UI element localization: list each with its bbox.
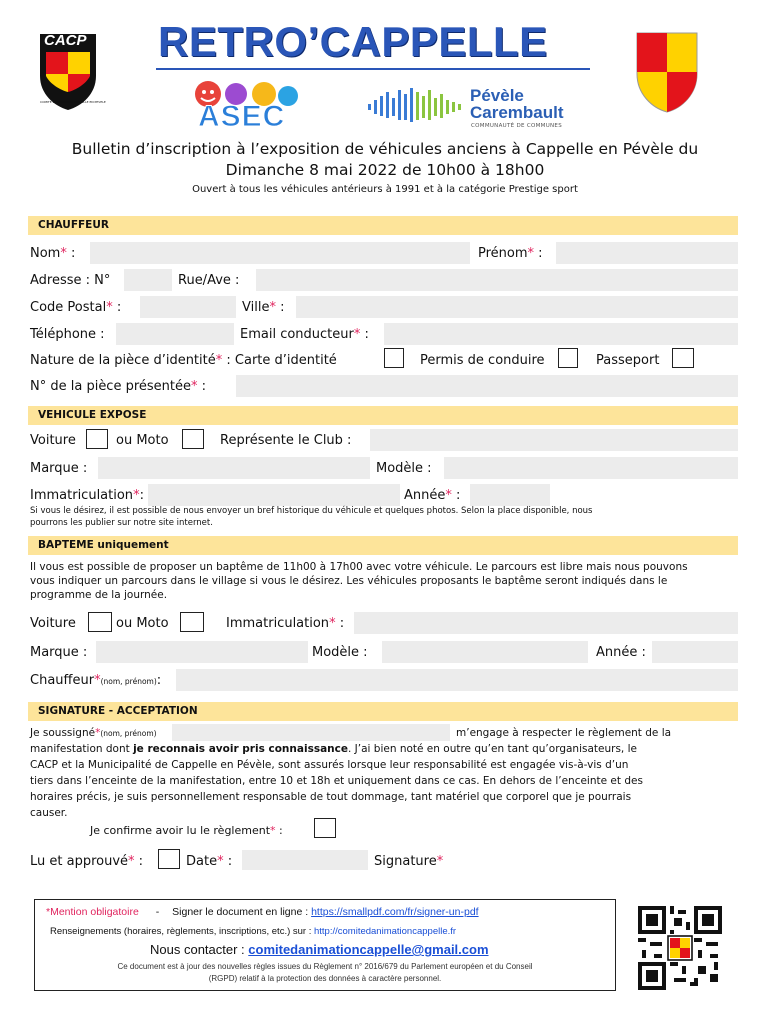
asec-logo-text: ASEC	[198, 100, 286, 133]
rue-label: Rue/Ave :	[178, 273, 240, 288]
vehicule-note-line1: Si vous le désirez, il est possible de nous envoyer un bref historique du véhicule et quelques photos. Selon la place disponible, nous	[30, 506, 593, 516]
pevele-logo-line1: Pévèle	[470, 86, 524, 105]
rgpd-line2: (RGPD) relatif à la protection des données à caractère personnel.	[208, 974, 442, 983]
vehicule-modele-input[interactable]	[444, 457, 738, 479]
bapteme-para-line1: Il vous est possible de proposer un baptême de 11h00 à 17h00 avec votre véhicule. Le parcours est libre mais nous pouvons	[30, 561, 688, 573]
ville-label: Ville* :	[242, 300, 285, 315]
adresse-numero-input[interactable]	[124, 269, 172, 291]
pevele-logo-line2: Carembault	[470, 103, 564, 122]
bapteme-moto-label: ou Moto	[116, 616, 169, 631]
signature-line5: horaires précis, je suis personnellement responsable de tout dommage, tant matériel que corporel que je pourrais	[30, 791, 632, 803]
section-signature: SIGNATURE - ACCEPTATION	[28, 702, 738, 721]
vehicule-modele-label: Modèle :	[376, 461, 432, 476]
site-link[interactable]: http://comitedanimationcappelle.fr	[314, 926, 457, 937]
code-postal-label: Code Postal* :	[30, 300, 122, 315]
signer-link[interactable]: https://smallpdf.com/fr/signer-un-pdf	[311, 906, 479, 918]
numero-piece-input[interactable]	[236, 375, 738, 397]
vehicule-annee-input[interactable]	[470, 484, 550, 506]
rue-input[interactable]	[256, 269, 738, 291]
bapteme-para-line2: vous indiquer un parcours dans le village si vous le désirez. Les véhicules proposants le baptême seront indiqués dans le	[30, 575, 668, 587]
nom-label: Nom* :	[30, 246, 76, 261]
section-vehicule: VEHICULE EXPOSE	[28, 406, 738, 425]
subtitle: Ouvert à tous les véhicules antérieurs à 1991 et à la catégorie Prestige sport	[192, 184, 578, 195]
bapteme-modele-label: Modèle :	[312, 645, 368, 660]
bapteme-modele-input[interactable]	[382, 641, 588, 663]
adresse-label: Adresse : N°	[30, 273, 111, 288]
soussigne-label: Je soussigné*(nom, prénom)	[30, 727, 157, 739]
bapteme-immat-label: Immatriculation* :	[226, 616, 345, 631]
ville-input[interactable]	[296, 296, 738, 318]
qr-code[interactable]	[638, 906, 722, 990]
vehicule-voiture-label: Voiture	[30, 433, 76, 448]
cacp-ring-text: COMITE D'ANIMATION CAPPELLE EN PEVELE	[40, 100, 106, 104]
passeport-checkbox[interactable]	[672, 348, 694, 368]
pevele-carembault-logo-mark	[366, 86, 466, 128]
numero-piece-label: N° de la pièce présentée* :	[30, 379, 207, 394]
vehicule-marque-input[interactable]	[98, 457, 370, 479]
headline-line2: Dimanche 8 mai 2022 de 10h00 à 18h00	[225, 161, 545, 179]
page-title: RETRO’CAPPELLE	[158, 18, 548, 65]
vehicule-immat-label: Immatriculation*:	[30, 488, 144, 503]
carte-identite-checkbox[interactable]	[384, 348, 404, 368]
bapteme-voiture-checkbox[interactable]	[88, 612, 112, 632]
bapteme-chauffeur-input[interactable]	[176, 669, 738, 691]
vehicule-note-line2: pourrons les publier sur notre site internet.	[30, 518, 213, 528]
lu-approuve-checkbox[interactable]	[158, 849, 180, 869]
permis-checkbox[interactable]	[558, 348, 578, 368]
title-underline	[156, 68, 590, 70]
bapteme-moto-checkbox[interactable]	[180, 612, 204, 632]
confirm-label: Je confirme avoir lu le règlement* :	[90, 824, 283, 837]
date-label: Date* :	[186, 854, 233, 869]
nature-piece-label: Nature de la pièce d’identité* : Carte d’identité	[30, 353, 337, 368]
section-chauffeur: CHAUFFEUR	[28, 216, 738, 235]
bapteme-marque-label: Marque :	[30, 645, 88, 660]
vehicule-marque-label: Marque :	[30, 461, 88, 476]
soussigne-input[interactable]	[172, 724, 450, 741]
bapteme-immat-input[interactable]	[354, 612, 738, 634]
town-shield-logo	[634, 30, 700, 114]
nom-input[interactable]	[90, 242, 470, 264]
lu-approuve-label: Lu et approuvé* :	[30, 854, 144, 869]
engage-text: m’engage à respecter le règlement de la	[456, 727, 672, 739]
section-bapteme: BAPTEME uniquement	[28, 536, 738, 555]
club-label: Représente le Club :	[220, 433, 352, 448]
rgpd-line1: Ce document est à jour des nouvelles règles issues du Règlement n° 2016/679 du Parlement européen et du Conseil	[117, 962, 533, 971]
bapteme-para-line3: programme de la journée.	[30, 589, 168, 601]
telephone-input[interactable]	[116, 323, 234, 345]
footer-line2: Renseignements (horaires, règlements, inscriptions, etc.) sur : http://comitedanimationcappelle.fr	[50, 926, 457, 937]
bapteme-annee-input[interactable]	[652, 641, 738, 663]
vehicule-voiture-checkbox[interactable]	[86, 429, 108, 449]
email-input[interactable]	[384, 323, 738, 345]
confirm-reglement-checkbox[interactable]	[314, 818, 336, 838]
telephone-label: Téléphone :	[30, 327, 105, 342]
vehicule-immat-input[interactable]	[148, 484, 400, 506]
vehicule-moto-label: ou Moto	[116, 433, 169, 448]
prenom-input[interactable]	[556, 242, 738, 264]
code-postal-input[interactable]	[140, 296, 236, 318]
permis-label: Permis de conduire	[420, 353, 545, 368]
signature-line3: CACP et la Municipalité de Cappelle en Pévèle, sont assurés lorsque leur responsabilité est engagée vis-à-vis d’un	[30, 759, 629, 771]
footer-line1: *Mention obligatoire - Signer le document en ligne : https://smallpdf.com/fr/signer-un-pdf	[46, 906, 479, 918]
pevele-logo-sub: COMMUNAUTÉ DE COMMUNES	[471, 123, 562, 129]
date-input[interactable]	[242, 850, 368, 870]
signature-line4: tiers dans l’enceinte de la manifestation, entre 10 et 18h et uniquement dans ce cas. En dehors de l’enceinte et des	[30, 775, 643, 787]
bapteme-voiture-label: Voiture	[30, 616, 76, 631]
bapteme-annee-label: Année :	[596, 645, 646, 660]
passeport-label: Passeport	[596, 353, 660, 368]
signature-line6: causer.	[30, 807, 68, 819]
vehicule-annee-label: Année* :	[404, 488, 461, 503]
bapteme-chauffeur-label: Chauffeur*(nom, prénom):	[30, 673, 162, 688]
cacp-logo-text: CACP	[44, 32, 87, 49]
vehicule-moto-checkbox[interactable]	[182, 429, 204, 449]
footer-line3: Nous contacter : comitedanimationcappelle@gmail.com	[150, 942, 489, 957]
contact-email-link[interactable]: comitedanimationcappelle@gmail.com	[248, 942, 489, 957]
prenom-label: Prénom* :	[478, 246, 543, 261]
club-input[interactable]	[370, 429, 738, 451]
signature-label: Signature*	[374, 854, 444, 869]
signature-line2: manifestation dont je reconnais avoir pris connaissance. J’ai bien noté en outre qu’en tant qu’organisateurs, le	[30, 743, 637, 755]
email-label: Email conducteur* :	[240, 327, 369, 342]
headline-line1: Bulletin d’inscription à l’exposition de véhicules anciens à Cappelle en Pévèle du	[71, 140, 699, 158]
bapteme-marque-input[interactable]	[96, 641, 308, 663]
